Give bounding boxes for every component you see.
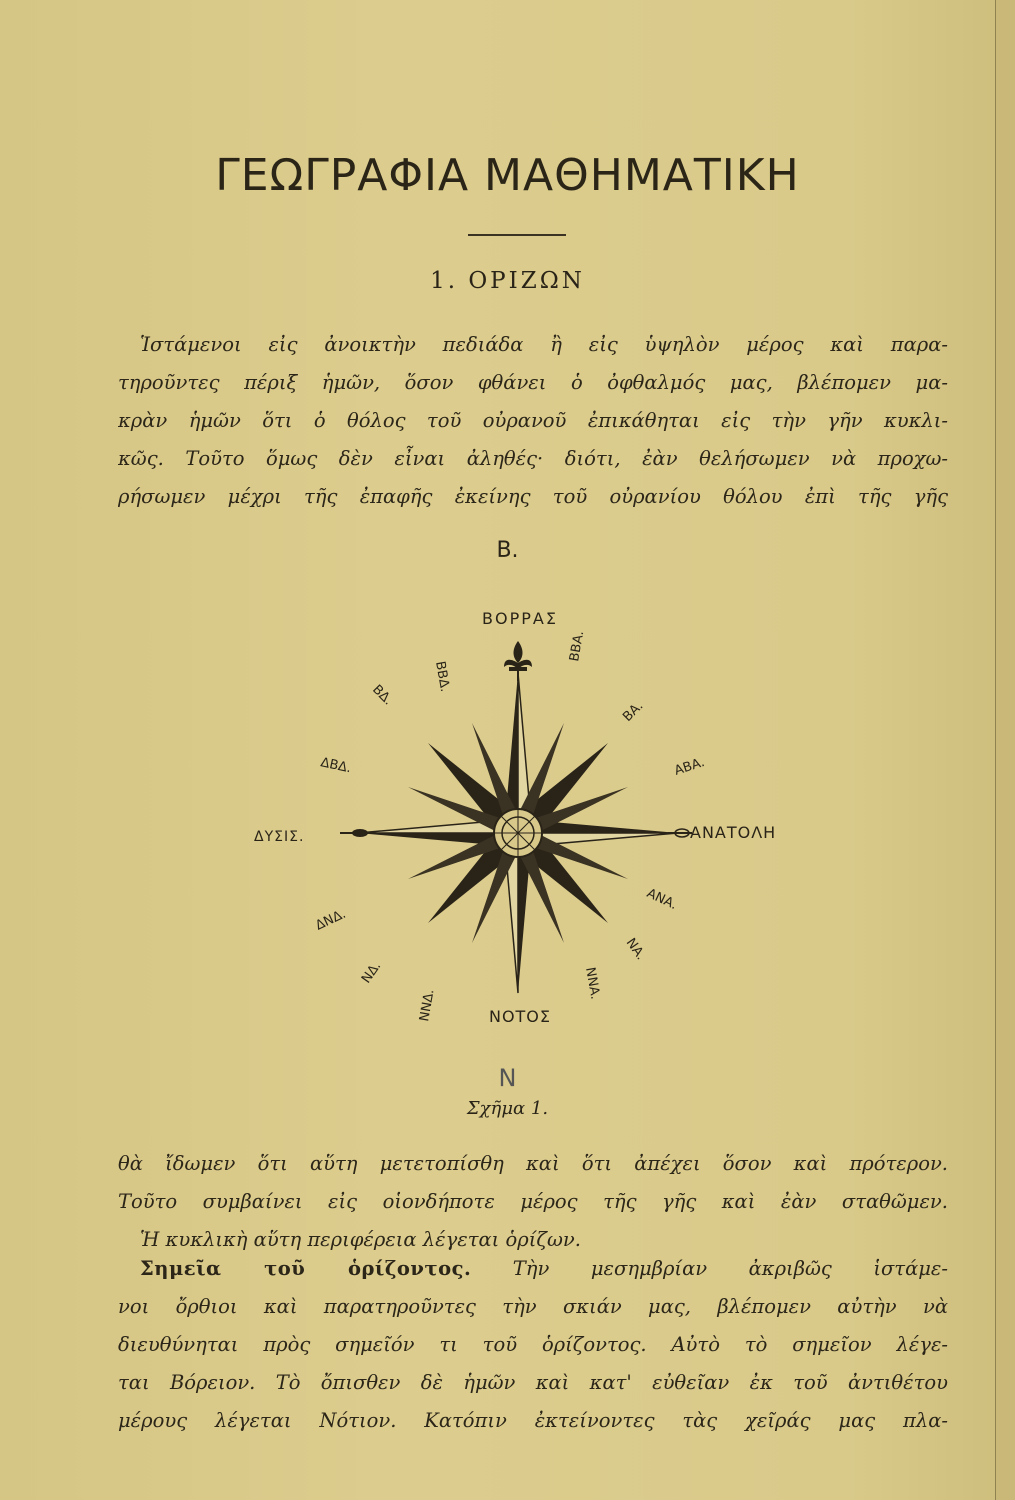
- figure-bottom-letter: Ν: [498, 1064, 517, 1092]
- compass-sw-label: ΝΔ.: [358, 959, 385, 987]
- paragraph-2: [118, 1145, 948, 1259]
- compass-south-label: ΝΟΤΟΣ: [488, 1007, 552, 1026]
- compass-ssw-label: ΝΝΔ.: [417, 988, 438, 1023]
- compass-ese-label: ΑΝΑ.: [644, 886, 680, 914]
- compass-sse-label: ΝΝΑ.: [582, 966, 603, 1001]
- page-title: ΓΕΩΓΡΑΦΙΑ ΜΑΘΗΜΑΤΙΚΗ: [215, 150, 800, 201]
- text-line: διευθύνηται πρὸς σημεῖόν τι τοῦ ὁρίζοντος. Αὐτὸ τὸ σημεῖον λέγε-: [118, 1333, 948, 1356]
- text-line: [118, 1250, 948, 1288]
- fleur-de-lis-icon: [504, 641, 532, 681]
- text-line: θὰ ἴδωμεν ὅτι αὕτη μετετοπίσθη καὶ ὅτι ἀπέχει ὅσον καὶ πρότερον.: [118, 1152, 948, 1175]
- title-divider: [468, 234, 566, 236]
- text-line: Ἱστάμενοι εἰς ἀνοικτὴν πεδιάδα ἢ εἰς ὑψηλὸν μέρος καὶ παρα-: [140, 333, 948, 356]
- compass-north-label: ΒΟΡΡΑΣ: [482, 609, 558, 628]
- text-line: κῶς. Τοῦτο ὅμως δὲν εἶναι ἀληθές· διότι, ἐὰν θελήσωμεν νὰ προχω-: [118, 447, 948, 470]
- compass-nnw-label: ΒΒΔ.: [432, 660, 453, 694]
- section-heading: 1. ΟΡΙΖΩΝ: [430, 268, 585, 294]
- paragraph-4: [118, 1250, 948, 1440]
- paragraph-heading: Σημεῖα τοῦ ὁρίζοντος.: [140, 1257, 472, 1280]
- text-line: κρὰν ἡμῶν ὅτι ὁ θόλος τοῦ οὐρανοῦ ἐπικάθηται εἰς τὴν γῆν κυκλι-: [118, 409, 948, 432]
- compass-ne-label: ΒΑ.: [620, 698, 647, 725]
- text-line: μέρους λέγεται Νότιον. Κατόπιν ἐκτείνοντες τὰς χεῖράς μας πλα-: [118, 1409, 948, 1432]
- compass-se-label: ΝΑ.: [622, 935, 649, 963]
- compass-rose-figure: [250, 590, 810, 1050]
- compass-wnw-label: ΔΒΔ.: [319, 755, 353, 777]
- compass-east-label: ΑΝΑΤΟΛΗ: [690, 823, 777, 842]
- compass-nw-label: ΒΔ.: [369, 682, 396, 709]
- text-line: Ἡ κυκλικὴ αὕτη περιφέρεια λέγεται ὁρίζων.: [140, 1228, 581, 1251]
- compass-nne-label: ΒΒΑ.: [567, 629, 588, 663]
- page-edge: [995, 0, 1015, 1500]
- text-line: ρήσωμεν μέχρι τῆς ἐπαφῆς ἐκείνης τοῦ οὐρανίου θόλου ἐπὶ τῆς γῆς: [118, 485, 948, 508]
- paragraph-1: [118, 326, 948, 516]
- text-line: τηροῦντες πέριξ ἡμῶν, ὅσον φθάνει ὁ ὀφθαλμός μας, βλέπομεν μα-: [118, 371, 948, 394]
- text-line: ται Βόρειον. Τὸ ὄπισθεν δὲ ἡμῶν καὶ κατ' εὐθεῖαν ἐκ τοῦ ἀντιθέτου: [118, 1371, 948, 1394]
- compass-ene-label: ΑΒΑ.: [672, 755, 707, 779]
- figure-top-letter: Β.: [496, 538, 519, 563]
- figure-caption: Σχῆμα 1.: [466, 1098, 549, 1119]
- compass-wsw-label: ΔΝΔ.: [313, 906, 349, 934]
- text-line: νοι ὄρθιοι καὶ παρατηροῦντες τὴν σκιάν μας, βλέπομεν αὐτὴν νὰ: [118, 1295, 948, 1318]
- text-span: Τὴν μεσημβρίαν ἀκριβῶς ἱστάμε-: [512, 1257, 948, 1280]
- text-line: Τοῦτο συμβαίνει εἰς οἱονδήποτε μέρος τῆς γῆς καὶ ἐὰν σταθῶμεν.: [118, 1190, 948, 1213]
- compass-west-label: ΔΥΣΙΣ.: [254, 829, 305, 845]
